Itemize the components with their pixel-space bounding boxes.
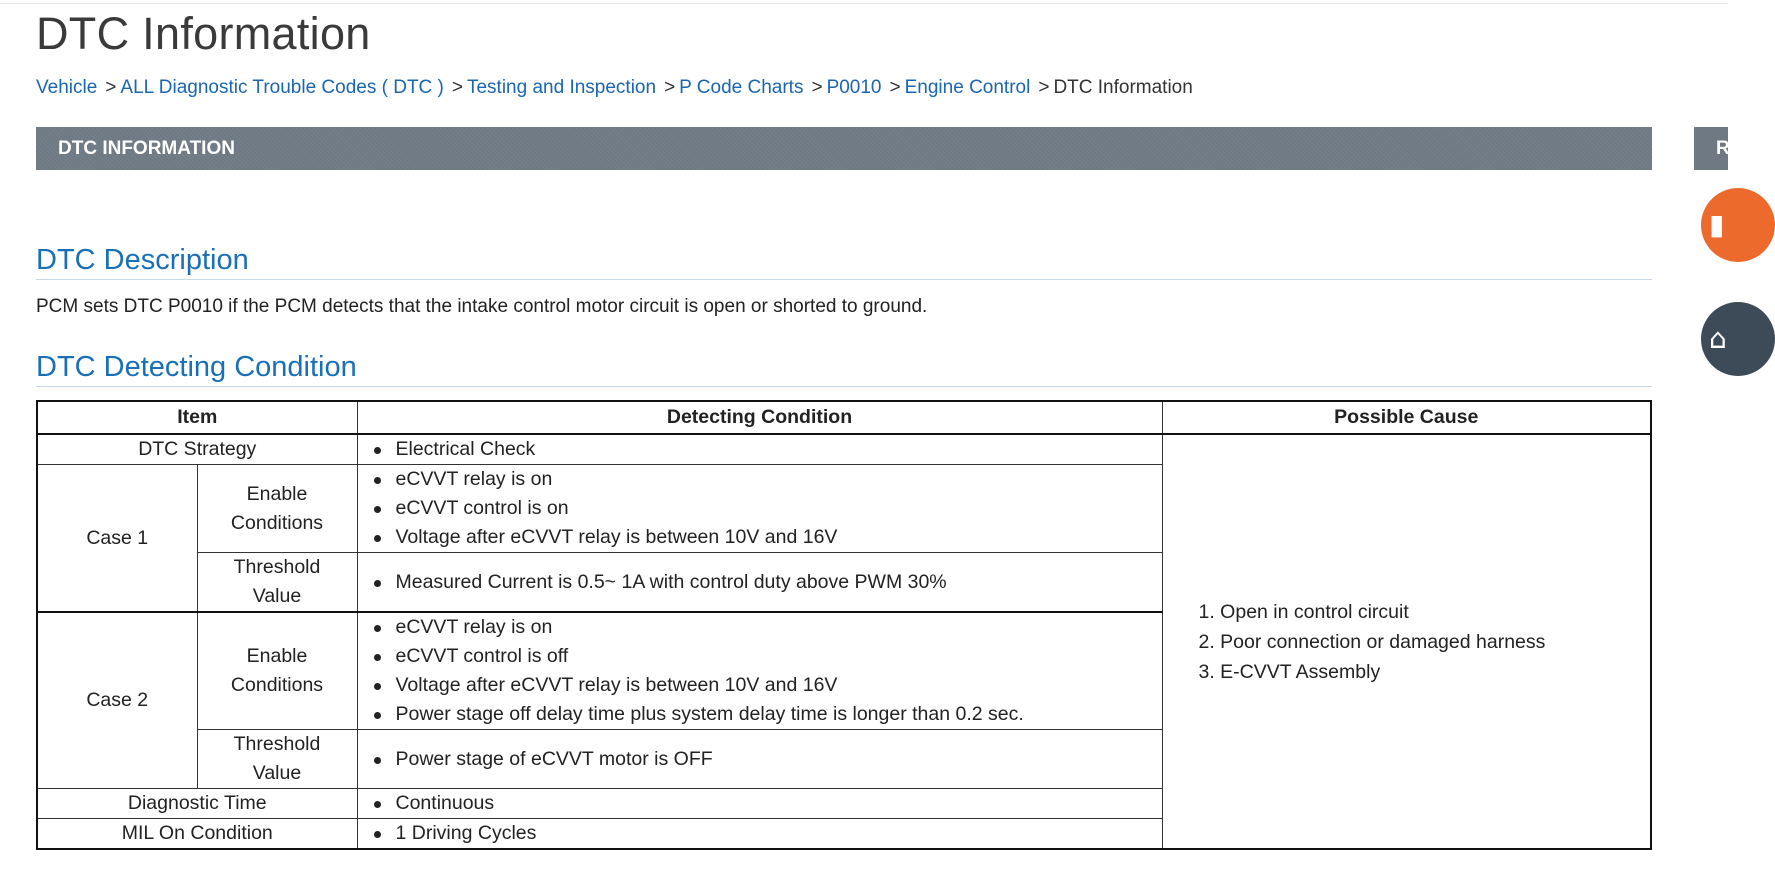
breadcrumb (36, 77, 1193, 99)
breadcrumb-engine-control[interactable]: Engine Control (904, 77, 1031, 98)
breadcrumb-p-code-charts[interactable]: P Code Charts (679, 77, 804, 98)
case1-threshold-values (357, 553, 1162, 613)
case1-threshold-label (197, 553, 357, 613)
breadcrumb-vehicle[interactable]: Vehicle (36, 77, 98, 98)
header-detecting-condition: Detecting Condition (357, 401, 1162, 434)
header-possible-cause: Possible Cause (1162, 401, 1651, 434)
dark-action-icon: ⌂ (1709, 322, 1727, 355)
row-label-strategy: DTC Strategy (37, 434, 357, 465)
side-panel-banner: R (1694, 127, 1728, 170)
table-header-row (37, 401, 1651, 434)
row-label-case2: Case 2 (37, 612, 197, 789)
side-action-button-dark[interactable] (1701, 302, 1775, 376)
label-line: Conditions (230, 511, 324, 534)
dtc-description-heading: DTC Description (36, 244, 1652, 280)
list-item: Voltage after eCVVT relay is between 10V and 16V (372, 523, 1162, 552)
list-item: Power stage off delay time plus system delay time is longer than 0.2 sec. (372, 700, 1162, 729)
list-item: eCVVT control is off (372, 642, 1162, 671)
chevron-right-icon: > (811, 77, 823, 98)
case2-enable-conditions (357, 612, 1162, 730)
label-line: Threshold (233, 556, 321, 578)
list-item: 1. Open in control circuit (1198, 600, 1409, 623)
label-line: Value (252, 762, 302, 784)
list-item: eCVVT relay is on (372, 613, 1162, 642)
page-title: DTC Information (36, 8, 371, 59)
label-line: Enable (246, 645, 308, 667)
mil-on-conditions (357, 819, 1162, 850)
possible-cause-cell (1162, 434, 1651, 849)
chevron-right-icon: > (889, 77, 901, 98)
case2-threshold-label (197, 730, 357, 789)
case1-enable-label (197, 465, 357, 553)
orange-action-icon: ▮ (1709, 208, 1725, 241)
case2-enable-label (197, 612, 357, 730)
list-item: Power stage of eCVVT motor is OFF (372, 745, 1162, 774)
diagnostic-time-conditions (357, 789, 1162, 819)
case2-threshold-values (357, 730, 1162, 789)
breadcrumb-current: DTC Information (1053, 77, 1193, 98)
row-label-case1: Case 1 (37, 465, 197, 613)
top-divider (0, 3, 1728, 4)
label-line: Conditions (230, 674, 324, 696)
list-item: Electrical Check (372, 435, 1162, 464)
section-banner: DTC INFORMATION (36, 127, 1652, 170)
breadcrumb-p0010[interactable]: P0010 (826, 77, 882, 98)
list-item: Measured Current is 0.5~ 1A with control duty above PWM 30% (372, 568, 1162, 597)
label-line: Enable (246, 482, 308, 505)
detecting-condition-table (36, 400, 1652, 850)
list-item: 1 Driving Cycles (372, 819, 1162, 848)
chevron-right-icon: > (664, 77, 676, 98)
list-item: 3. E-CVVT Assembly (1198, 660, 1381, 683)
table-row (37, 434, 1651, 465)
breadcrumb-all-dtc[interactable]: ALL Diagnostic Trouble Codes ( DTC ) (120, 77, 444, 98)
list-item: eCVVT control is on (372, 494, 1162, 523)
side-action-button-orange[interactable] (1701, 188, 1775, 262)
case1-enable-conditions (357, 465, 1162, 553)
label-line: Threshold (233, 733, 321, 755)
list-item: Voltage after eCVVT relay is between 10V and 16V (372, 671, 1162, 700)
chevron-right-icon: > (451, 77, 463, 98)
breadcrumb-testing-inspection[interactable]: Testing and Inspection (466, 77, 657, 98)
chevron-right-icon: > (1038, 77, 1050, 98)
row-label-diagnostic-time: Diagnostic Time (37, 789, 357, 819)
dtc-description-text: PCM sets DTC P0010 if the PCM detects that the intake control motor circuit is open or shorted to ground. (36, 296, 928, 317)
row-label-mil-on: MIL On Condition (37, 819, 357, 850)
list-item: eCVVT relay is on (372, 465, 1162, 494)
chevron-right-icon: > (105, 77, 117, 98)
list-item: 2. Poor connection or damaged harness (1198, 630, 1546, 653)
list-item: Continuous (372, 789, 1162, 818)
strategy-conditions (357, 434, 1162, 465)
header-item: Item (37, 401, 357, 434)
label-line: Value (252, 585, 302, 607)
dtc-detecting-condition-heading: DTC Detecting Condition (36, 351, 1652, 387)
